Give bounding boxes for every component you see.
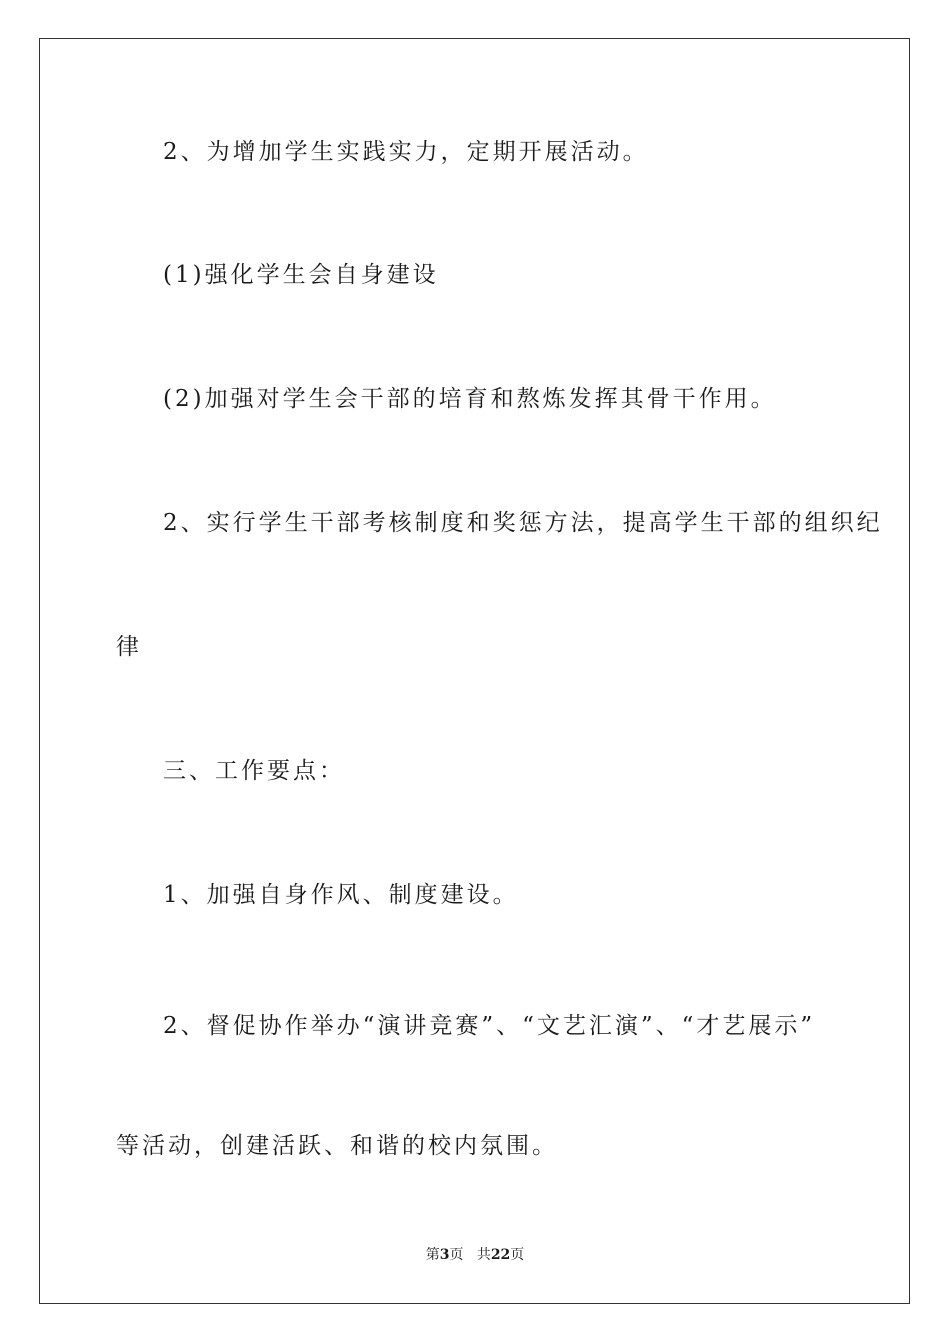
paragraph-line: (1)强化学生会自身建设 (163, 262, 439, 288)
page-border (39, 38, 910, 1304)
paragraph-line: 等活动，创建活跃、和谐的校内氛围。 (116, 1133, 558, 1159)
total-suffix: 页 (510, 1247, 525, 1263)
paragraph-line: 律 (116, 634, 142, 660)
paragraph-line: (2)加强对学生会干部的培育和熬炼发挥其骨干作用。 (163, 386, 777, 412)
page-footer (0, 1246, 950, 1264)
paragraph-line: 2、实行学生干部考核制度和奖惩方法，提高学生干部的组织纪 (163, 510, 883, 536)
paragraph-line: 1、加强自身作风、制度建设。 (163, 882, 519, 908)
section-heading: 三、工作要点： (163, 758, 345, 784)
page-prefix: 第 (425, 1247, 440, 1263)
page-number: 3 (439, 1247, 450, 1263)
page-suffix: 页 (449, 1247, 464, 1263)
total-prefix: 共 (476, 1247, 491, 1263)
paragraph-line: 2、为增加学生实践实力，定期开展活动。 (163, 139, 649, 165)
total-pages: 22 (490, 1247, 511, 1263)
paragraph-line: 2、督促协作举办“演讲竞赛”、“文艺汇演”、“才艺展示” (163, 1013, 816, 1039)
